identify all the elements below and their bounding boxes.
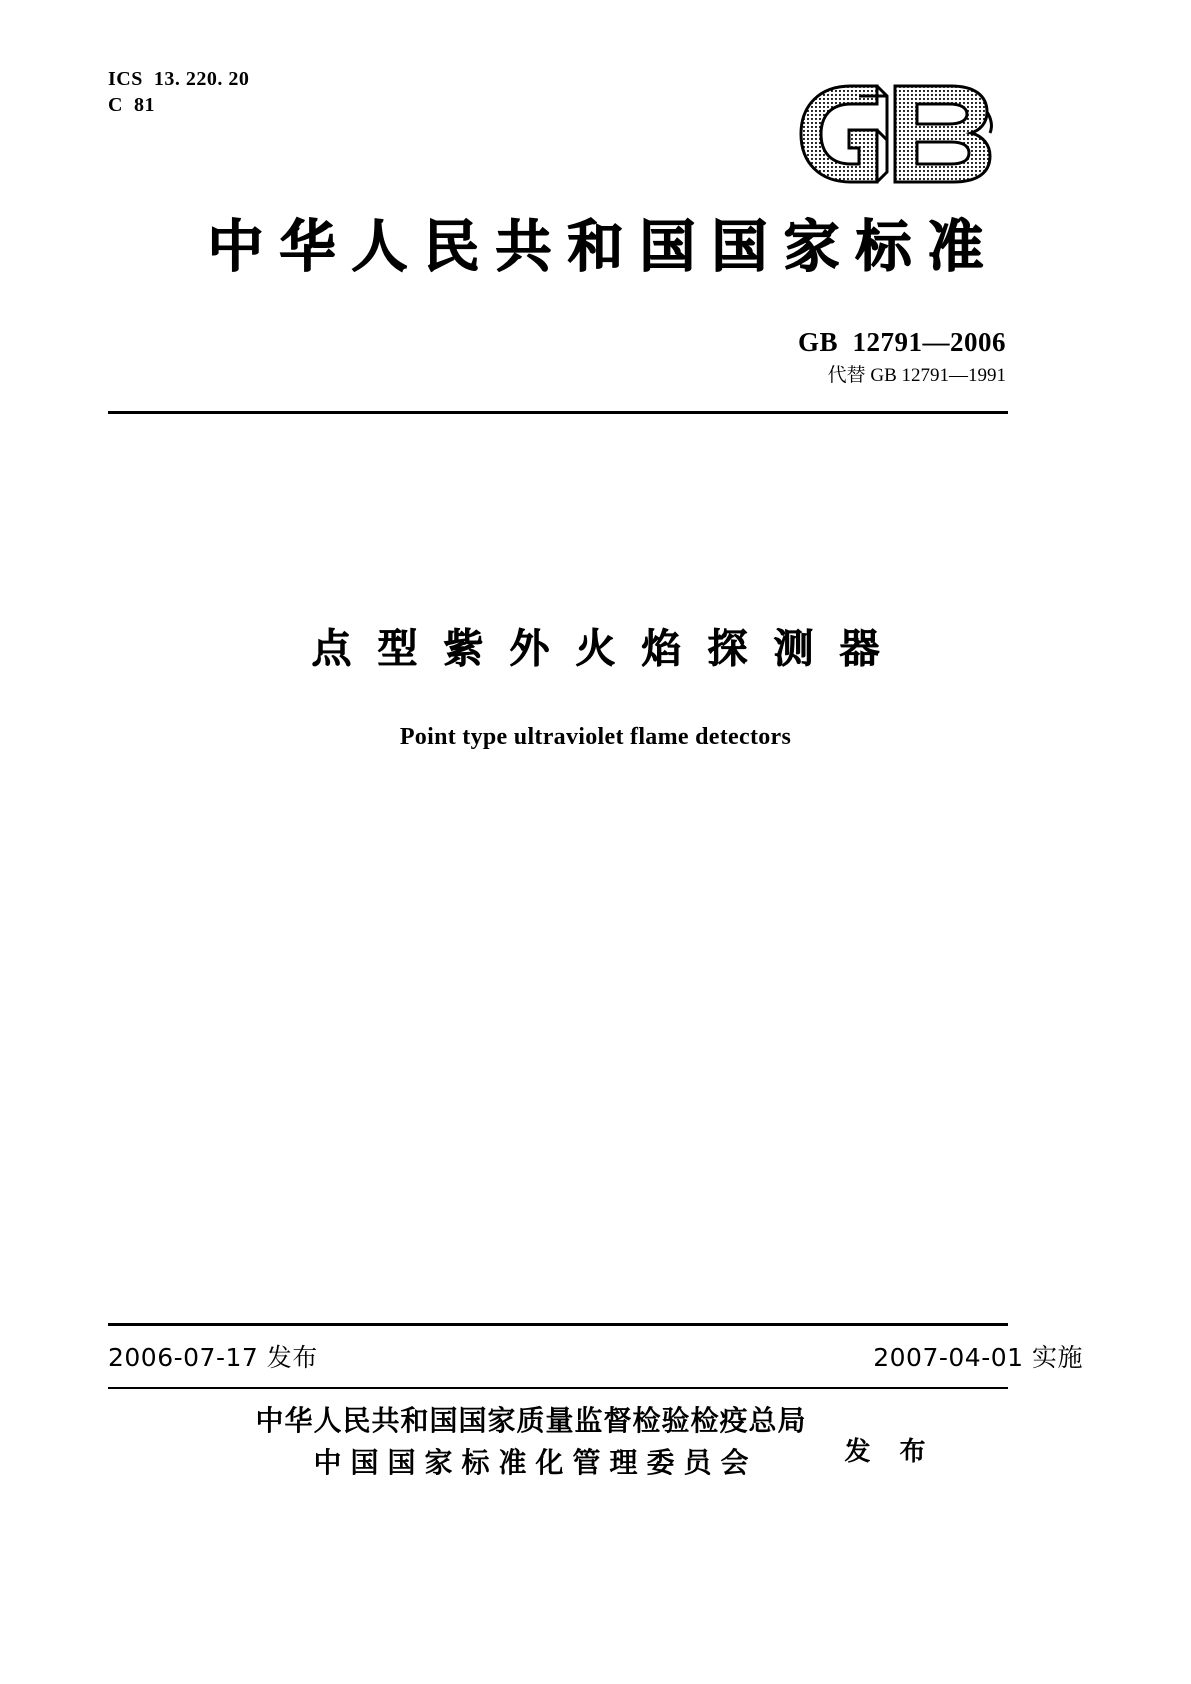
- classification-code: C 81: [108, 94, 155, 116]
- issuer-names: [255, 1400, 806, 1484]
- national-standard-title: 中华人民共和国国家标准: [207, 215, 1000, 280]
- issuer-block: [0, 1400, 1191, 1484]
- document-title-english: Point type ultraviolet flame detectors: [399, 724, 792, 750]
- document-title-chinese: 点型紫外火焰探测器: [311, 626, 906, 672]
- effective-date: 2007-04-01 实施: [873, 1343, 1083, 1372]
- footer-divider-bottom: [108, 1387, 1008, 1389]
- issuer-organization-2: 中国国家标准化管理委员会: [313, 1446, 758, 1479]
- gb-emblem-icon: [791, 78, 1016, 190]
- issue-date: 2006-07-17 发布: [108, 1343, 318, 1372]
- standard-replaces: 代替 GB 12791—1991: [827, 365, 1006, 386]
- issuer-organization-1: 中华人民共和国国家质量监督检验检疫总局: [255, 1404, 807, 1437]
- ics-classification-block: [108, 66, 249, 118]
- publish-label: 发 布: [844, 1436, 936, 1467]
- ics-code: ICS 13. 220. 20: [108, 68, 250, 90]
- header-divider: [108, 411, 1008, 414]
- standard-number: GB 12791—2006: [797, 327, 1006, 357]
- footer-divider-top: [108, 1323, 1008, 1326]
